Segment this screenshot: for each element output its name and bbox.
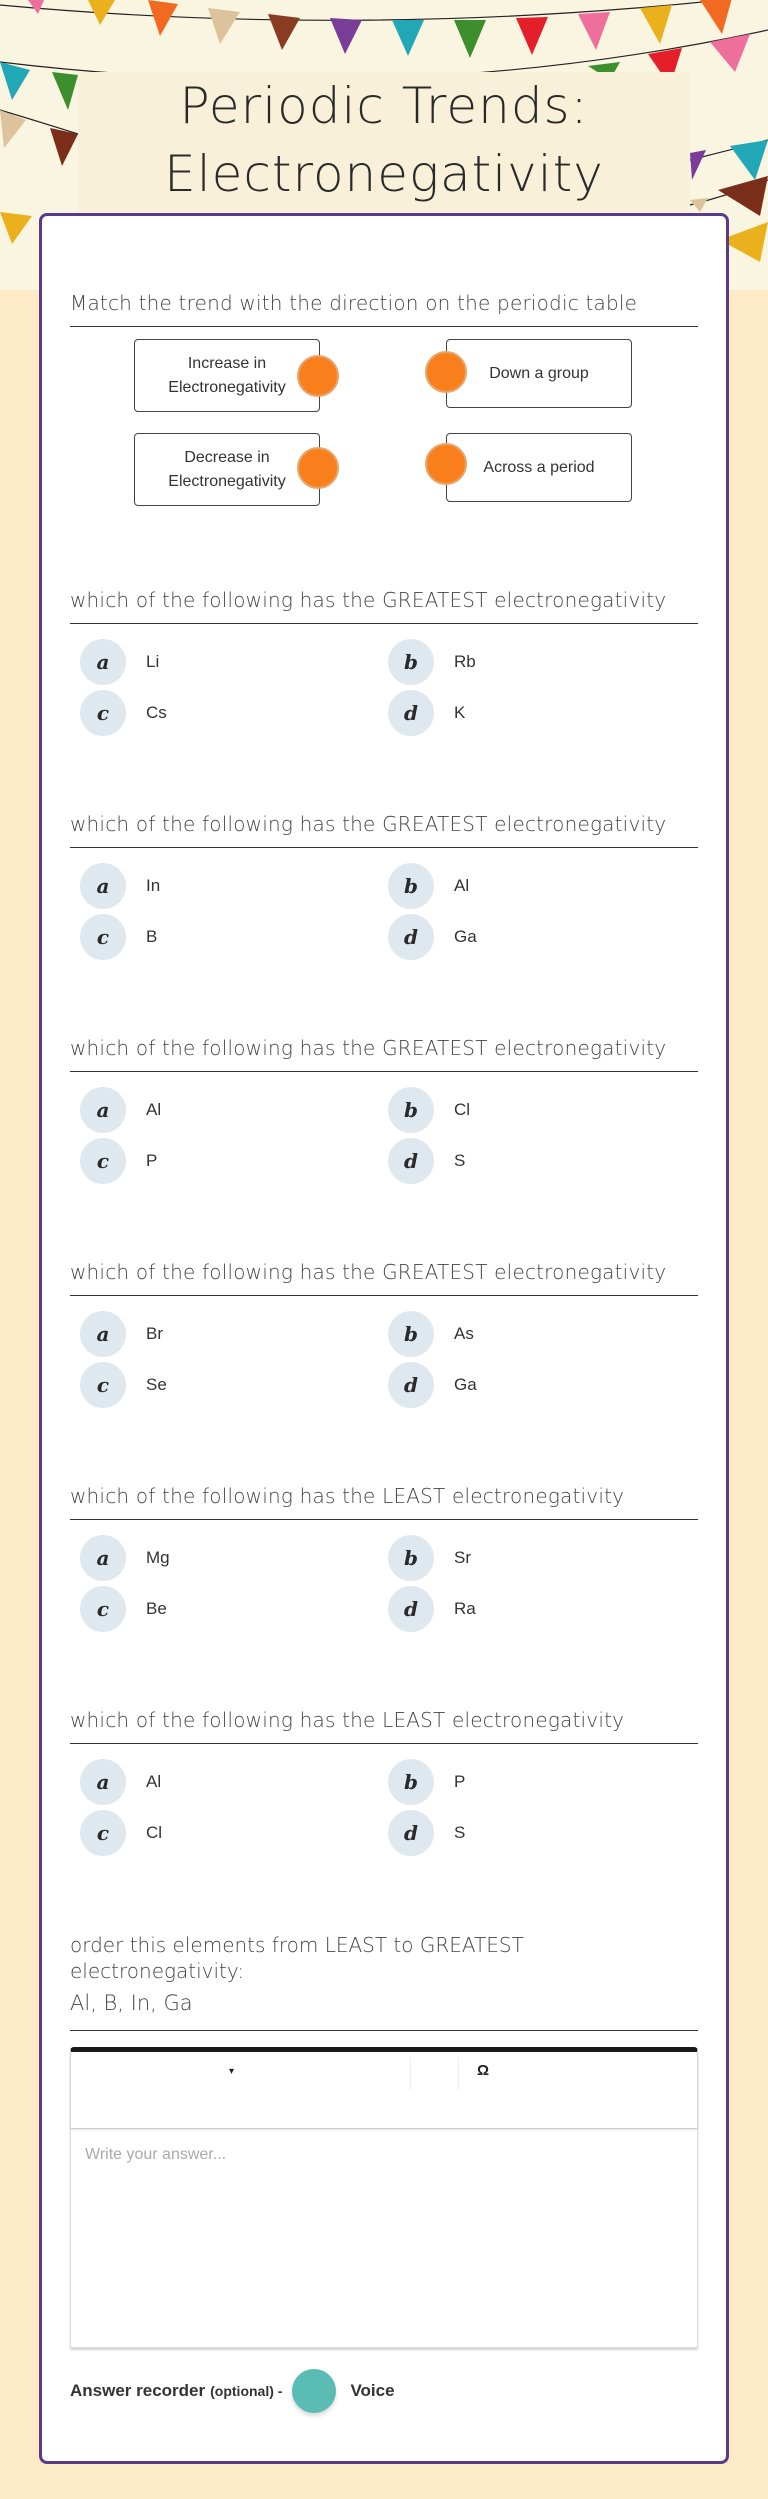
question-title: which of the following has the GREATEST electronegativity: [70, 587, 698, 624]
option-letter-bubble: a: [80, 639, 126, 685]
option-d[interactable]: [388, 690, 465, 736]
answer-input[interactable]: Write your answer...: [85, 2146, 227, 2163]
question-title: order this elements from LEAST to GREATEST electronegativity:: [70, 1933, 524, 1983]
order-question: [70, 1932, 698, 2031]
option-label: Se: [146, 1375, 167, 1394]
option-label: P: [146, 1151, 158, 1170]
option-c[interactable]: [80, 1138, 157, 1184]
option-b[interactable]: [388, 1535, 471, 1581]
option-letter-bubble: b: [388, 1759, 434, 1805]
option-label: K: [454, 703, 466, 722]
option-label: Mg: [146, 1548, 170, 1567]
answer-editor: [70, 2047, 698, 2348]
option-label: Al: [454, 876, 470, 895]
option-letter-bubble: d: [388, 1138, 434, 1184]
mc-question-1: [70, 587, 698, 744]
option-b[interactable]: [388, 639, 476, 685]
option-letter-bubble: d: [388, 1362, 434, 1408]
option-a[interactable]: [80, 639, 159, 685]
option-letter-bubble: b: [388, 1087, 434, 1133]
voice-label: Voice: [350, 2381, 395, 2400]
element-list: Al, B, In, Ga: [70, 1988, 698, 2031]
title-line-2: Electronegativity: [164, 145, 604, 203]
question-title: which of the following has the GREATEST electronegativity: [70, 1259, 698, 1296]
option-letter-bubble: c: [80, 1138, 126, 1184]
match-right-item[interactable]: Down a group: [446, 339, 632, 408]
option-c[interactable]: [80, 914, 157, 960]
option-a[interactable]: [80, 1311, 163, 1357]
option-letter-bubble: a: [80, 1535, 126, 1581]
toolbar-button[interactable]: [411, 2058, 459, 2090]
option-letter-bubble: c: [80, 1810, 126, 1856]
option-letter-bubble: b: [388, 1535, 434, 1581]
option-label: Cs: [146, 703, 167, 722]
option-letter-bubble: c: [80, 1586, 126, 1632]
match-grid: [70, 327, 698, 527]
option-label: Al: [146, 1100, 162, 1119]
chevron-down-icon: ▾: [229, 2066, 235, 2077]
match-connector-dot[interactable]: [425, 351, 467, 393]
record-voice-button[interactable]: [292, 2369, 336, 2413]
option-label: Sr: [454, 1548, 471, 1567]
mc-question-4: [70, 1259, 698, 1416]
match-connector-dot[interactable]: [425, 443, 467, 485]
option-letter-bubble: b: [388, 1311, 434, 1357]
answer-recorder: [70, 2369, 395, 2413]
option-c[interactable]: [80, 1810, 162, 1856]
question-title: which of the following has the LEAST electronegativity: [70, 1707, 698, 1744]
match-left-item[interactable]: Increase in Electronegativity: [134, 339, 320, 412]
option-letter-bubble: c: [80, 1362, 126, 1408]
option-letter-bubble: a: [80, 1759, 126, 1805]
option-label: P: [454, 1772, 466, 1791]
question-title: which of the following has the LEAST electronegativity: [70, 1483, 698, 1520]
option-a[interactable]: [80, 1087, 161, 1133]
option-c[interactable]: [80, 1362, 167, 1408]
mc-question-6: [70, 1707, 698, 1864]
option-label: Ga: [454, 1375, 477, 1394]
option-b[interactable]: [388, 863, 469, 909]
option-letter-bubble: c: [80, 914, 126, 960]
option-letter-bubble: b: [388, 863, 434, 909]
option-label: B: [146, 927, 158, 946]
option-letter-bubble: a: [80, 1087, 126, 1133]
option-label: S: [454, 1823, 466, 1842]
option-a[interactable]: [80, 1759, 161, 1805]
option-label: S: [454, 1151, 466, 1170]
match-right-item[interactable]: Across a period: [446, 433, 632, 502]
option-label: As: [454, 1324, 474, 1343]
mc-question-2: [70, 811, 698, 968]
format-dropdown[interactable]: [71, 2058, 411, 2090]
option-label: Be: [146, 1599, 167, 1618]
page-title: [78, 72, 690, 208]
option-label: Li: [146, 652, 160, 671]
option-a[interactable]: [80, 863, 160, 909]
recorder-optional-label: (optional) -: [210, 2383, 283, 2399]
match-connector-dot[interactable]: [297, 355, 339, 397]
option-letter-bubble: c: [80, 690, 126, 736]
option-letter-bubble: d: [388, 1810, 434, 1856]
option-label: Ga: [454, 927, 477, 946]
mc-question-5: [70, 1483, 698, 1640]
option-d[interactable]: [388, 1810, 465, 1856]
option-letter-bubble: a: [80, 863, 126, 909]
option-label: In: [146, 876, 161, 895]
match-connector-dot[interactable]: [297, 447, 339, 489]
match-question: [70, 290, 698, 527]
option-d[interactable]: [388, 914, 477, 960]
question-title: which of the following has the GREATEST electronegativity: [70, 811, 698, 848]
recorder-label: Answer recorder: [70, 2381, 206, 2400]
special-character-icon[interactable]: Ω: [477, 2062, 490, 2079]
option-d[interactable]: [388, 1586, 476, 1632]
option-label: Ra: [454, 1599, 476, 1618]
option-letter-bubble: d: [388, 1586, 434, 1632]
option-letter-bubble: b: [388, 639, 434, 685]
option-letter-bubble: a: [80, 1311, 126, 1357]
mc-question-3: [70, 1035, 698, 1192]
option-d[interactable]: [388, 1138, 465, 1184]
option-b[interactable]: [388, 1311, 474, 1357]
match-left-item[interactable]: Decrease in Electronegativity: [134, 433, 320, 506]
option-letter-bubble: d: [388, 690, 434, 736]
option-b[interactable]: [388, 1759, 465, 1805]
option-label: Rb: [454, 652, 476, 671]
editor-toolbar: [71, 2052, 697, 2129]
option-label: Al: [146, 1772, 162, 1791]
option-c[interactable]: [80, 690, 167, 736]
option-a[interactable]: [80, 1535, 170, 1581]
title-line-1: Periodic Trends:: [179, 77, 589, 135]
option-label: Br: [146, 1324, 163, 1343]
option-label: Cl: [454, 1100, 471, 1119]
option-c[interactable]: [80, 1586, 167, 1632]
option-label: Cl: [146, 1823, 163, 1842]
question-title: Match the trend with the direction on the periodic table: [70, 290, 698, 327]
option-d[interactable]: [388, 1362, 477, 1408]
question-title: which of the following has the GREATEST electronegativity: [70, 1035, 698, 1072]
option-letter-bubble: d: [388, 914, 434, 960]
option-b[interactable]: [388, 1087, 470, 1133]
